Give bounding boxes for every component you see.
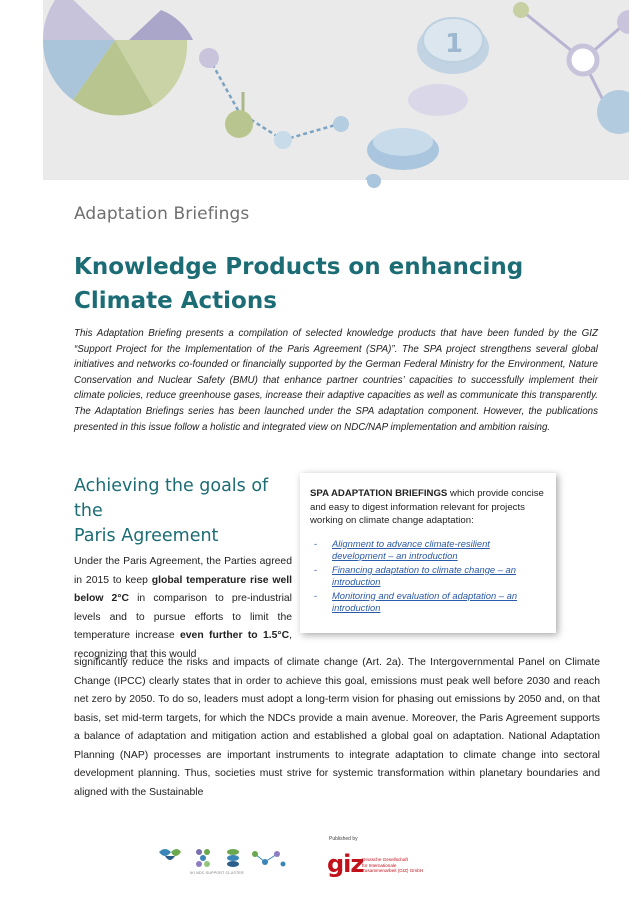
briefings-list <box>310 538 546 614</box>
intro-paragraph: This Adaptation Briefing presents a compilation of selected knowledge products that have been funded by the GIZ “Support Project for the Implementation of the Paris Agreement (SPA)”. The SPA project strengthens several global initiatives and networks co-founded or financially supported by the German Federal Ministry for the Environment, Nature Conservation and Nuclear Safety (BMU) that enhance partner countries’ capacities to successfully implement their climate policies, reduce greenhouse gases, increase their adaptive capacities as well as communicate this transparently. The Adaptation Briefings series has been launched under the SPA adaptation component. However, the publications presented in this issue follow a holistic and integrated view on NDC/NAP implementation and ambition raising. <box>74 328 598 433</box>
footer-caption: IKI NDC SUPPORT CLUSTER <box>190 871 244 875</box>
banner-node-icon <box>0 0 641 200</box>
briefing-link-monitoring[interactable]: Monitoring and evaluation of adaptation – an introduction <box>332 589 518 613</box>
leaf-logo-icon <box>159 849 181 860</box>
list-item: - Alignment to advance climate-resilient development – an introduction <box>314 537 490 561</box>
coin-logo-icon <box>227 849 239 867</box>
list-item: - Financing adaptation to climate change – an introduction <box>314 563 516 587</box>
giz-full-name: Deutsche Gesellschaft für Internationale Zusammenarbeit (GIZ) GmbH <box>362 857 424 874</box>
body-paragraph-full: significantly reduce the risks and impacts of climate change (Art. 2a). The Intergovernmental Panel on Climate Change (IPCC) clearly states that in order to achieve this goal, emissions must peak well before 2030 and reach net zero by 2050. To do so, leaders must adopt a long-term vision for phasing out emissions by 2050 and, on that basis, set mid-term targets, for which the NDCs provide a main avenue. Moreover, the Paris Agreement supports a balance of adaptation and mitigation action and established a global goal on adaptation. National Adaptation Planning (NAP) processes are important instruments to integrate adaptation to climate change into sectoral development planning. Thus, societies must strive for systemic transformation within planetary boundaries and aligned with the Sustainable <box>74 657 600 798</box>
body-paragraph-column: Under the Paris Agreement, the Parties agreed in 2015 to keep global temperature rise well below 2°C in comparison to pre-industrial levels and to pursue efforts to limit the temperature increase even further to 1.5°C, recognizing that this would <box>74 556 292 660</box>
spa-briefings-box <box>300 473 556 633</box>
svg-text:1: 1 <box>445 29 464 59</box>
published-by-label: Published by <box>329 836 358 842</box>
molecule-logo-icon <box>252 851 286 867</box>
briefing-link-alignment[interactable]: Alignment to advance climate-resilient development – an introduction <box>332 537 490 561</box>
dots-logo-icon <box>196 849 210 867</box>
sidebar-intro: SPA ADAPTATION BRIEFINGS which provide concise and easy to digest information relevant for projects working on climate change adaptation: <box>310 488 544 526</box>
section-heading: Achieving the goals of the Paris Agreement <box>74 476 269 546</box>
giz-logo-icon: giz <box>327 850 364 878</box>
briefing-link-financing[interactable]: Financing adaptation to climate change – an introduction <box>332 563 516 587</box>
page-title: Knowledge Products on enhancing Climate Actions <box>74 254 524 314</box>
series-kicker: Adaptation Briefings <box>74 204 250 224</box>
list-item: - Monitoring and evaluation of adaptation – an introduction <box>314 589 518 613</box>
